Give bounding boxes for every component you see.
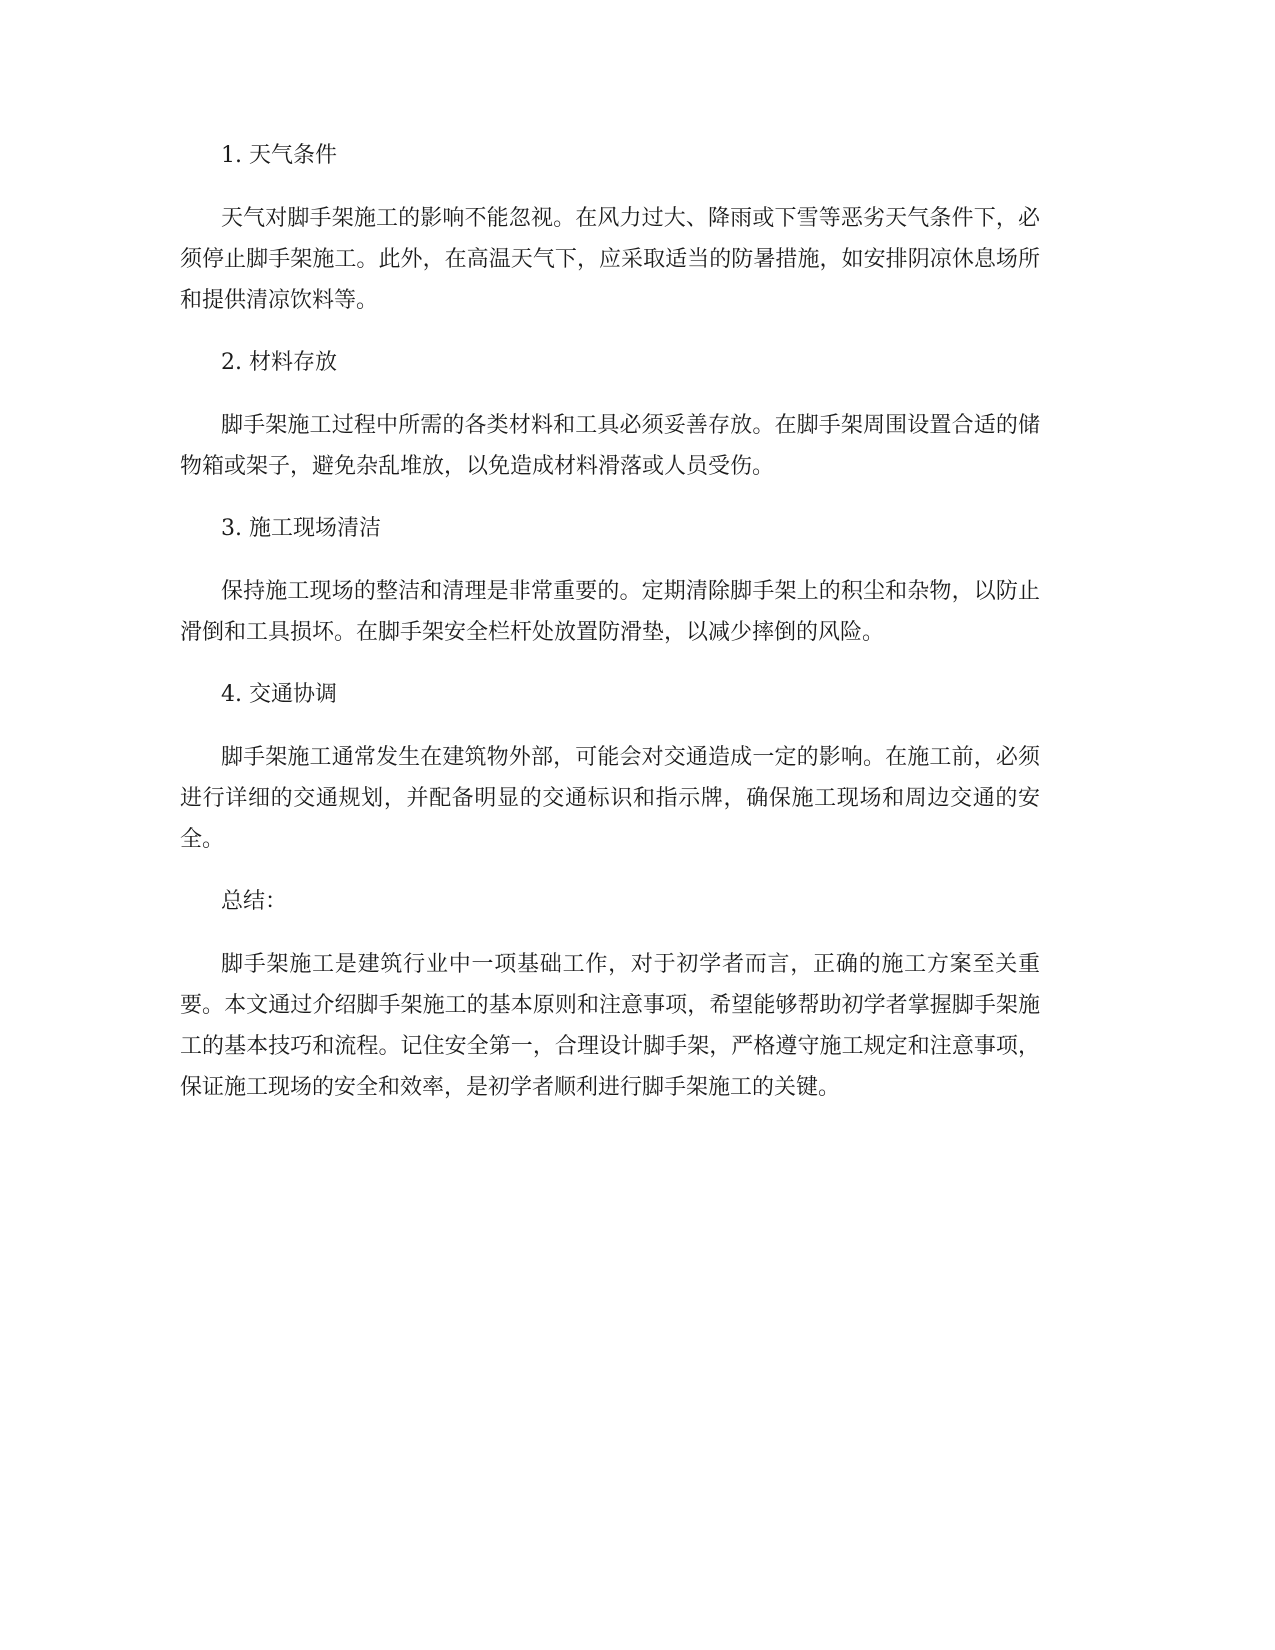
section-body-traffic: 脚手架施工通常发生在建筑物外部，可能会对交通造成一定的影响。在施工前，必须进行详细的交通规划，并配备明显的交通标识和指示牌，确保施工现场和周边交通的安全。 — [180, 745, 1040, 852]
section-heading-cleanliness: 3. 施工现场清洁 — [221, 516, 381, 541]
section-body-cleanliness: 保持施工现场的整洁和清理是非常重要的。定期清除脚手架上的积尘和杂物，以防止滑倒和工具损坏。在脚手架安全栏杆处放置防滑垫，以减少摔倒的风险。 — [180, 579, 1040, 645]
section-body-materials: 脚手架施工过程中所需的各类材料和工具必须妥善存放。在脚手架周围设置合适的储物箱或架子，避免杂乱堆放，以免造成材料滑落或人员受伤。 — [180, 413, 1040, 479]
section-heading-weather: 1. 天气条件 — [221, 143, 337, 168]
section-heading-materials: 2. 材料存放 — [221, 350, 337, 375]
summary-heading: 总结： — [221, 889, 288, 914]
document-page — [180, 136, 1040, 1130]
section-heading-traffic: 4. 交通协调 — [221, 682, 337, 707]
summary-body: 脚手架施工是建筑行业中一项基础工作，对于初学者而言，正确的施工方案至关重要。本文通过介绍脚手架施工的基本原则和注意事项，希望能够帮助初学者掌握脚手架施工的基本技巧和流程。记住安全第一，合理设计脚手架，严格遵守施工规定和注意事项，保证施工现场的安全和效率，是初学者顺利进行脚手架施工的关键。 — [180, 952, 1040, 1100]
section-body-weather: 天气对脚手架施工的影响不能忽视。在风力过大、降雨或下雪等恶劣天气条件下，必须停止脚手架施工。此外，在高温天气下，应采取适当的防暑措施，如安排阴凉休息场所和提供清凉饮料等。 — [180, 206, 1040, 313]
